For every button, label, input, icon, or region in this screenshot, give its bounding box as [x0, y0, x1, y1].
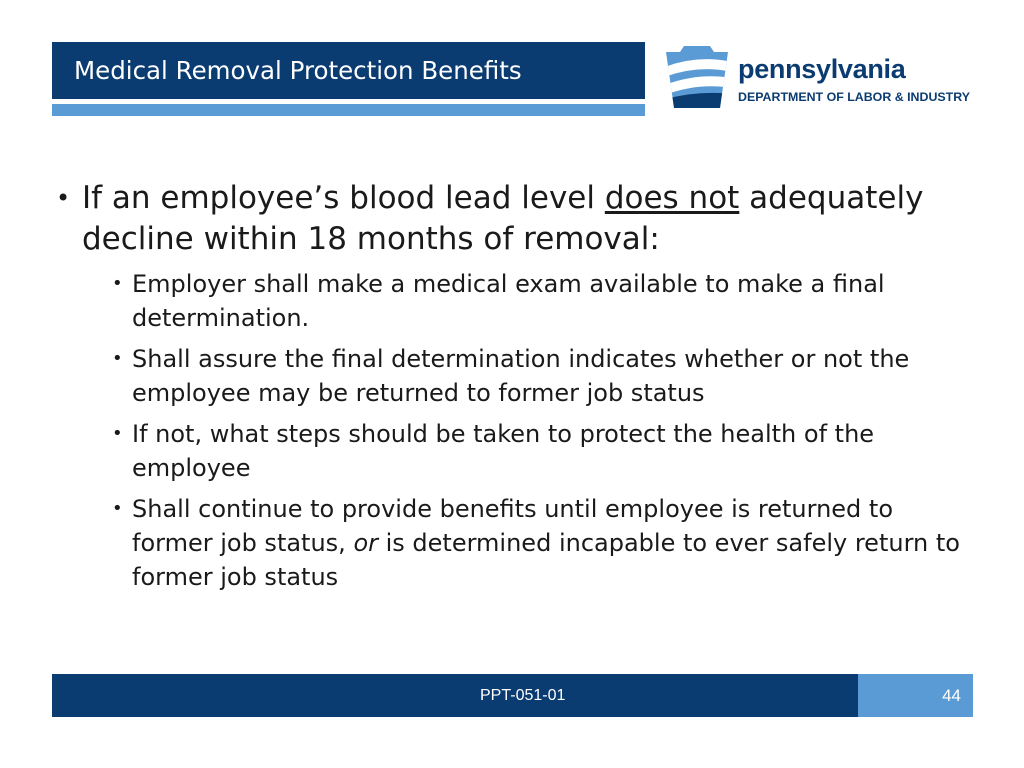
footer-bar: [52, 674, 858, 717]
sub-bullet: [112, 417, 976, 485]
main-bullet: [56, 178, 976, 260]
sub-bullet-text: Shall assure the final determination indicates whether or not the employee may be returned to former job status: [132, 345, 910, 407]
sub-bullet-text: If not, what steps should be taken to protect the health of the employee: [132, 420, 875, 482]
slide-title: Medical Removal Protection Benefits: [74, 56, 522, 85]
keystone-icon: [662, 42, 732, 112]
sub-bullet-italic: or: [353, 529, 378, 557]
sub-bullet-text: Employer shall make a medical exam available to make a final determination.: [132, 270, 885, 332]
bullet-dot: •: [112, 423, 123, 444]
main-bullet-underlined: does not: [604, 180, 740, 216]
bullet-dot: •: [112, 348, 123, 369]
logo-wordmark: pennsylvania: [738, 54, 906, 84]
sub-bullet-text-2: is determined incapable to ever safely return to former job status: [132, 529, 960, 591]
sub-bullet: [112, 492, 976, 594]
page-number: 44: [858, 674, 973, 717]
sub-bullet: [112, 267, 976, 335]
sub-bullet: [112, 342, 976, 410]
logo-department: DEPARTMENT OF LABOR & INDUSTRY: [738, 90, 970, 104]
footer-code: PPT-051-01: [480, 687, 566, 704]
main-bullet-text-1: If an employee’s blood lead level: [82, 180, 605, 216]
bullet-dot: •: [56, 184, 71, 212]
slide-content: [56, 178, 976, 594]
main-bullet-text-2: adequately decline within 18 months of removal:: [82, 180, 924, 257]
bullet-dot: •: [112, 273, 123, 294]
sub-bullet-text-1: Shall continue to provide benefits until employee is returned to former job status,: [132, 495, 894, 557]
title-accent-bar: [52, 104, 645, 116]
pa-dli-logo: [662, 40, 992, 115]
slide-title-bar: [52, 42, 645, 99]
bullet-dot: •: [112, 498, 123, 519]
